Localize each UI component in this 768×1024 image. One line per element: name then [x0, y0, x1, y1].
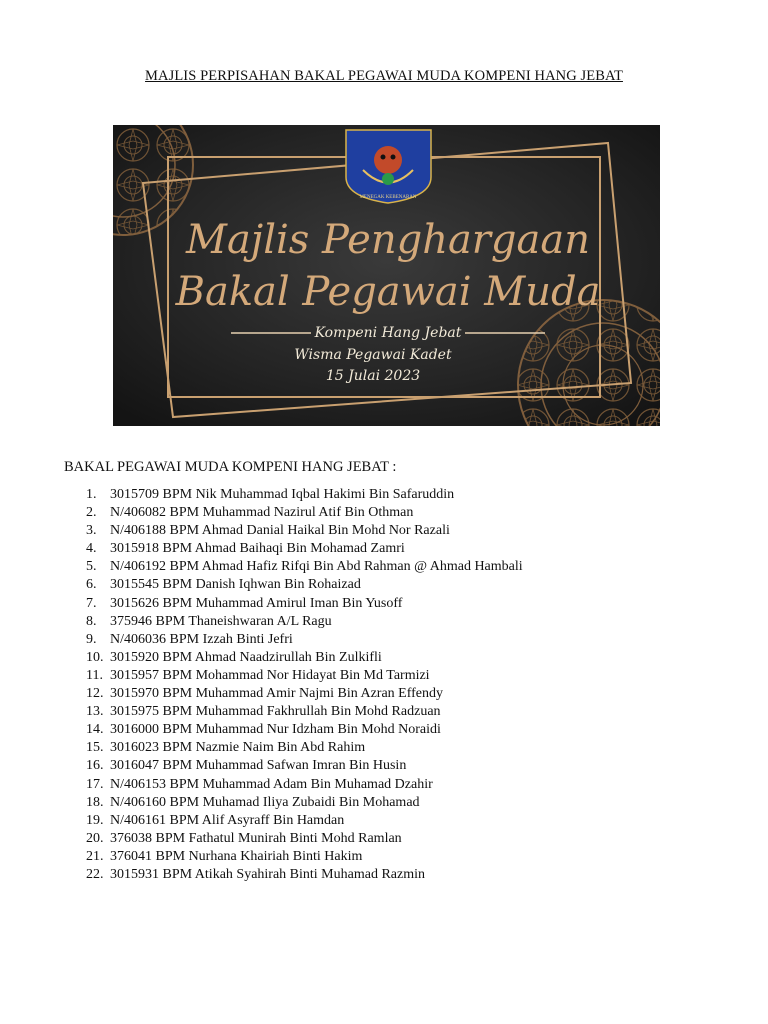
list-item-text: N/406153 BPM Muhammad Adam Bin Muhamad Dzahir	[110, 776, 433, 792]
list-item	[64, 558, 523, 576]
list-item-text: 3015709 BPM Nik Muhammad Iqbal Hakimi Bin Safaruddin	[110, 487, 455, 502]
list-item	[64, 667, 523, 685]
list-item-text: 376041 BPM Nurhana Khairiah Binti Hakim	[110, 848, 363, 864]
list-item	[64, 776, 523, 794]
banner-date: 15 Julai 2023	[325, 368, 421, 384]
emblem-motto: MENEGAK KEBENARAN	[359, 195, 417, 200]
list-item-text: 376038 BPM Fathatul Munirah Binti Mohd Ramlan	[110, 830, 402, 846]
list-item-text: N/406161 BPM Alif Asyraff Bin Hamdan	[110, 812, 345, 828]
list-item-text: 3015920 BPM Ahmad Naadzirullah Bin Zulkifli	[110, 649, 382, 665]
list-item-text: N/406188 BPM Ahmad Danial Haikal Bin Mohd Nor Razali	[110, 523, 450, 539]
list-item-number: 17.	[86, 776, 104, 792]
officer-list	[64, 486, 523, 884]
list-item-number: 12.	[86, 686, 104, 702]
list-item-text: 3015970 BPM Muhammad Amir Najmi Bin Azran Effendy	[110, 686, 443, 702]
banner-heading-line2: Bakal Pegawai Muda	[175, 269, 601, 315]
event-banner	[113, 125, 660, 426]
list-item-text: 3015975 BPM Muhammad Fakhrullah Bin Mohd Radzuan	[110, 704, 441, 720]
list-item-text: 3015545 BPM Danish Iqhwan Bin Rohaizad	[110, 577, 361, 593]
list-item-number: 15.	[86, 740, 104, 756]
list-item-number: 7.	[86, 595, 97, 611]
list-item-text: 375946 BPM Thaneishwaran A/L Ragu	[110, 613, 332, 629]
list-item-number: 4.	[86, 541, 97, 557]
list-item-number: 20.	[86, 830, 104, 846]
list-item-number: 9.	[86, 631, 97, 647]
list-item-text: 3016047 BPM Muhammad Safwan Imran Bin Husin	[110, 758, 407, 774]
list-item-text: 3015957 BPM Mohammad Nor Hidayat Bin Md Tarmizi	[110, 667, 430, 683]
list-item-number: 16.	[86, 758, 104, 774]
list-item-text: 3015931 BPM Atikah Syahirah Binti Muhamad Razmin	[110, 866, 425, 882]
list-item	[64, 504, 523, 522]
list-item-text: 3016000 BPM Muhammad Nur Idzham Bin Mohd Noraidi	[110, 722, 441, 738]
list-item	[64, 721, 523, 739]
list-item-number: 18.	[86, 794, 104, 810]
banner-venue: Wisma Pegawai Kadet	[294, 347, 452, 363]
list-item-number: 6.	[86, 577, 97, 593]
list-item	[64, 576, 523, 594]
list-item	[64, 486, 523, 504]
list-item	[64, 739, 523, 757]
banner-company: Kompeni Hang Jebat	[314, 325, 462, 341]
list-item-number: 3.	[86, 523, 97, 539]
list-item	[64, 522, 523, 540]
list-item-number: 8.	[86, 613, 97, 629]
list-item-number: 13.	[86, 704, 104, 720]
list-item-number: 11.	[86, 667, 103, 683]
list-item-text: N/406082 BPM Muhammad Nazirul Atif Bin Othman	[110, 505, 414, 521]
list-item-number: 1.	[86, 487, 97, 502]
army-emblem-icon	[346, 130, 431, 203]
list-item	[64, 649, 523, 667]
list-item	[64, 830, 523, 848]
list-item-text: N/406036 BPM Izzah Binti Jefri	[110, 631, 293, 647]
list-item	[64, 794, 523, 812]
list-item-number: 5.	[86, 559, 97, 575]
list-item-text: 3015918 BPM Ahmad Baihaqi Bin Mohamad Zamri	[110, 541, 405, 557]
list-item	[64, 812, 523, 830]
list-item-number: 2.	[86, 505, 97, 521]
list-item-text: 3015626 BPM Muhammad Amirul Iman Bin Yusoff	[110, 595, 403, 611]
banner-graphic	[113, 125, 660, 426]
list-item	[64, 757, 523, 775]
list-item	[64, 848, 523, 866]
list-item-number: 22.	[86, 866, 104, 882]
list-item-number: 21.	[86, 848, 104, 864]
banner-heading-line1: Majlis Penghargaan	[186, 217, 590, 263]
list-item	[64, 703, 523, 721]
list-item-text: 3016023 BPM Nazmie Naim Bin Abd Rahim	[110, 740, 366, 756]
list-item-number: 14.	[86, 722, 104, 738]
list-item	[64, 631, 523, 649]
list-item	[64, 540, 523, 558]
list-item	[64, 685, 523, 703]
list-item	[64, 613, 523, 631]
list-item	[64, 866, 523, 884]
list-item	[64, 595, 523, 613]
list-heading: BAKAL PEGAWAI MUDA KOMPENI HANG JEBAT :	[64, 459, 397, 475]
list-item-text: N/406160 BPM Muhamad Iliya Zubaidi Bin Mohamad	[110, 794, 420, 810]
list-item-text: N/406192 BPM Ahmad Hafiz Rifqi Bin Abd Rahman @ Ahmad Hambali	[110, 559, 523, 575]
list-item-number: 10.	[86, 649, 104, 665]
document-title: MAJLIS PERPISAHAN BAKAL PEGAWAI MUDA KOMPENI HANG JEBAT	[145, 68, 623, 84]
list-item-number: 19.	[86, 812, 104, 828]
